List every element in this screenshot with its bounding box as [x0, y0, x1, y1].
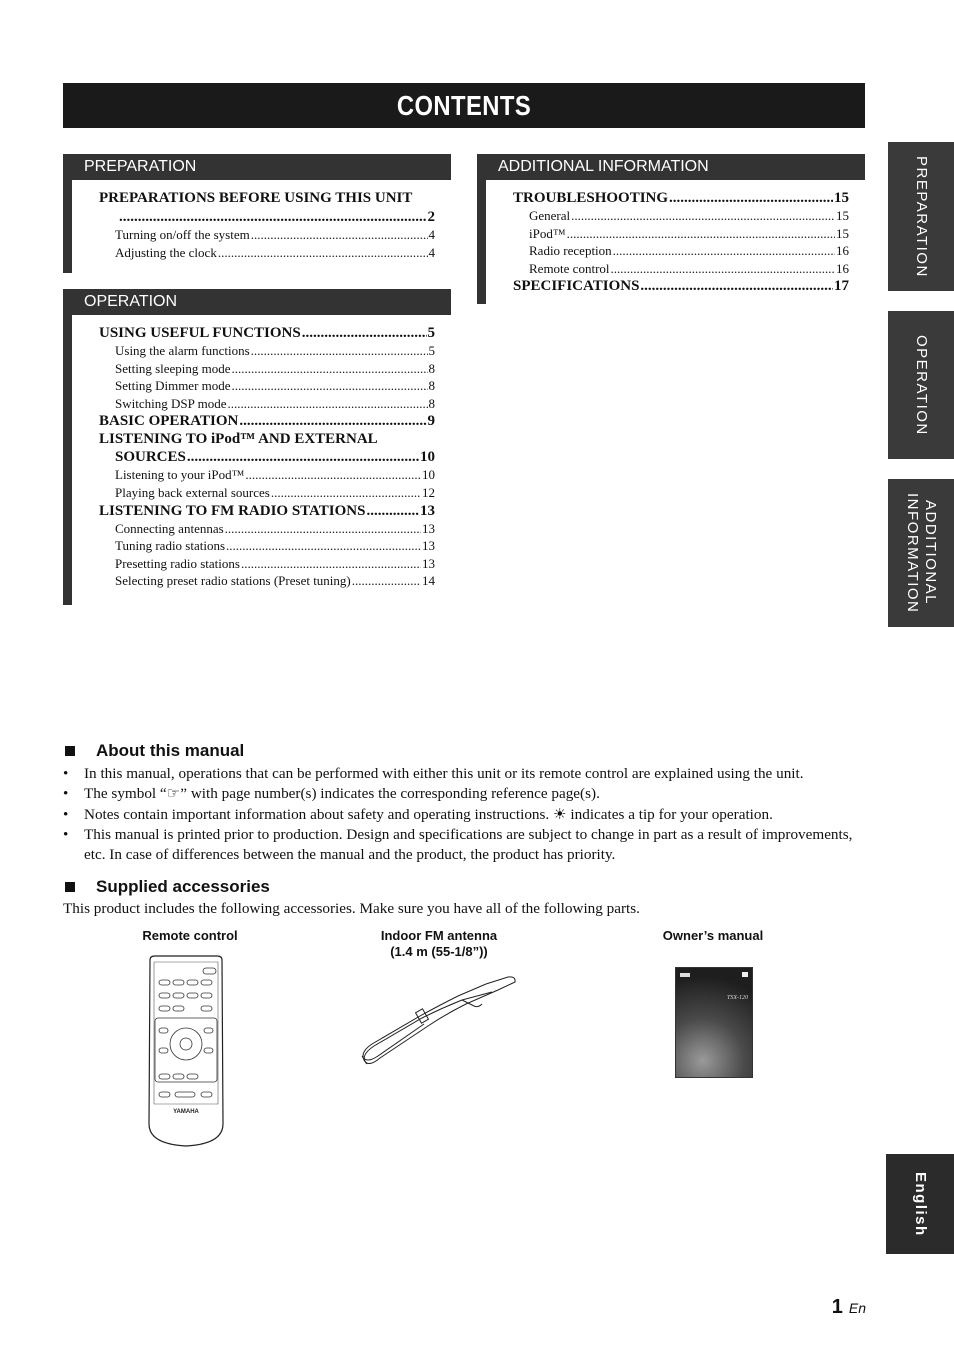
- antenna-label: Indoor FM antenna (1.4 m (55-1/8”)): [380, 928, 498, 959]
- square-bullet-icon: [65, 746, 75, 756]
- toc-subentry[interactable]: Playing back external sources ..... 12: [115, 484, 435, 502]
- toc-subentry[interactable]: Setting Dimmer mode ..... 8: [115, 377, 435, 395]
- remote-brand-text: YAMAHA: [173, 1109, 199, 1115]
- toc-subentry[interactable]: Turning on/off the system ..... 4: [115, 226, 435, 244]
- toc-subentry[interactable]: Connecting antennas ..... 13: [115, 520, 435, 538]
- side-tab-language[interactable]: English: [886, 1154, 954, 1254]
- toc-entry[interactable]: LISTENING TO FM RADIO STATIONS ..... 13: [99, 502, 435, 520]
- toc-subentry[interactable]: Setting sleeping mode ..... 8: [115, 360, 435, 378]
- about-section: [63, 741, 873, 865]
- toc-subentry[interactable]: Adjusting the clock ..... 4: [115, 244, 435, 262]
- owners-manual-image: [675, 967, 753, 1078]
- toc-entry[interactable]: BASIC OPERATION ..... 9: [99, 412, 435, 430]
- accessories-intro: This product includes the following accessories. Make sure you have all of the following parts.: [63, 900, 640, 917]
- toc-subentry[interactable]: Tuning radio stations ..... 13: [115, 537, 435, 555]
- toc-subentry[interactable]: Switching DSP mode ..... 8: [115, 395, 435, 413]
- toc-entry[interactable]: SPECIFICATIONS ..... 17: [513, 277, 849, 295]
- toc-entry-continuation[interactable]: SOURCES ..... 10: [99, 448, 435, 466]
- manual-model-text: TSX-120: [727, 995, 748, 1001]
- owners-manual-label: Owner’s manual: [662, 928, 764, 943]
- side-tab-operation[interactable]: OPERATION: [888, 311, 954, 459]
- about-heading: About this manual: [96, 741, 245, 760]
- additional-section-bar: [477, 180, 486, 304]
- toc-subentry[interactable]: Radio reception ..... 16: [529, 242, 849, 260]
- about-bullet-list: [63, 764, 873, 865]
- preparation-toc: [99, 189, 435, 261]
- side-tab-additional-information[interactable]: ADDITIONAL INFORMATION: [888, 479, 954, 627]
- square-bullet-icon: [65, 882, 75, 892]
- list-item: • Notes contain important information about safety and operating instructions. ☀ indicates a tip for your operation.: [63, 805, 873, 825]
- toc-entry-continuation[interactable]: ..... 2: [99, 208, 435, 226]
- page-title: CONTENTS: [63, 83, 865, 128]
- toc-subentry[interactable]: General ..... 15: [529, 207, 849, 225]
- toc-entry[interactable]: LISTENING TO iPod™ AND EXTERNAL: [99, 431, 378, 448]
- list-item: • The symbol “☞” with page number(s) indicates the corresponding reference page(s).: [63, 784, 873, 804]
- additional-toc: [513, 189, 849, 295]
- toc-subentry[interactable]: Selecting preset radio stations (Preset tuning) ..... 14: [115, 572, 435, 590]
- list-item: • In this manual, operations that can be performed with either this unit or its remote control are explained using the unit.: [63, 764, 873, 784]
- manual-badge-icon: [742, 972, 748, 977]
- toc-subentry[interactable]: Presetting radio stations ..... 13: [115, 555, 435, 573]
- side-tab-preparation[interactable]: PREPARATION: [888, 142, 954, 291]
- remote-control-label: Remote control: [142, 928, 238, 943]
- remote-control-image: [145, 954, 227, 1150]
- page-number: 1 En: [831, 1296, 866, 1318]
- operation-toc: [99, 324, 435, 590]
- operation-section-bar: [63, 315, 72, 605]
- toc-subentry[interactable]: iPod™ ..... 15: [529, 225, 849, 243]
- toc-subentry[interactable]: Using the alarm functions ..... 5: [115, 342, 435, 360]
- toc-subentry[interactable]: Remote control ..... 16: [529, 260, 849, 278]
- toc-entry[interactable]: PREPARATIONS BEFORE USING THIS UNIT: [99, 190, 413, 206]
- yamaha-logo-icon: [680, 973, 690, 977]
- preparation-section-bar: [63, 180, 72, 273]
- toc-subentry[interactable]: Listening to your iPod™ ..... 10: [115, 466, 435, 484]
- preparation-section-header: PREPARATION: [63, 154, 451, 180]
- additional-section-header: ADDITIONAL INFORMATION: [477, 154, 865, 180]
- list-item: • This manual is printed prior to production. Design and specifications are subject to change in part as a result of improvements, etc. In case of differences between the manual and the product, the product has priority.: [63, 825, 873, 866]
- accessories-section: [63, 877, 873, 919]
- fm-antenna-image: [358, 972, 520, 1070]
- operation-section-header: OPERATION: [63, 289, 451, 315]
- toc-entry[interactable]: USING USEFUL FUNCTIONS ..... 5: [99, 324, 435, 342]
- accessories-heading: Supplied accessories: [96, 877, 270, 896]
- toc-entry[interactable]: TROUBLESHOOTING ..... 15: [513, 189, 849, 207]
